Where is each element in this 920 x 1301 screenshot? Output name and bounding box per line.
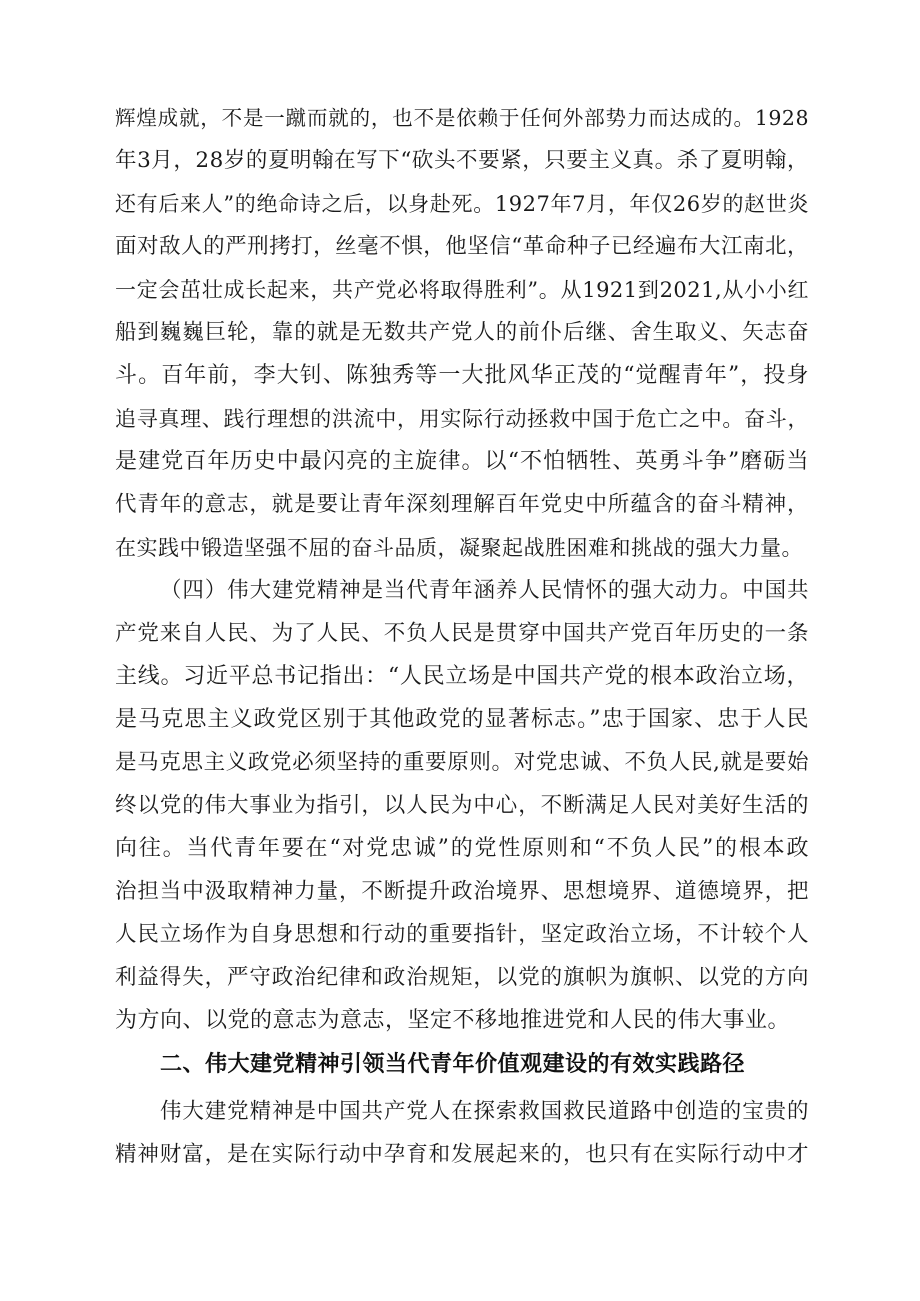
text-line: 精神财富，是在实际行动中孕育和发展起来的，也只有在实际行动中才 xyxy=(115,1142,809,1167)
text-line: 追寻真理、践行理想的洪流中，用实际行动拯救中国于危亡之中。奋斗， xyxy=(115,407,809,431)
text-line: （四）伟大建党精神是当代青年涵养人民情怀的强大动力。中国共 xyxy=(160,578,809,603)
text-line: 代青年的意志，就是要让青年深刻理解百年党史中所蕴含的奋斗精神， xyxy=(115,492,809,517)
text-line: 伟大建党精神是中国共产党人在探索救国救民道路中创造的宝贵的 xyxy=(160,1099,809,1124)
text-line: 向往。当代青年要在“对党忠诚”的党性原则和“不负人民”的根本政 xyxy=(115,836,809,861)
text-line: 年3月，28岁的夏明翰在写下“砍头不要紧，只要主义真。杀了夏明翰， xyxy=(115,148,809,173)
text-line: 还有后来人”的绝命诗之后，以身赴死。1927年7月，年仅26岁的赵世炎 xyxy=(115,192,809,216)
text-line: 一定会茁壮成长起来，共产党必将取得胜利”。从1921到2021,从小小红 xyxy=(115,278,809,302)
text-line: 是马克思主义政党区别于其他政党的显著标志。”忠于国家、忠于人民 xyxy=(115,707,809,732)
text-line: 利益得失，严守政治纪律和政治规矩，以党的旗帜为旗帜、以党的方向 xyxy=(115,965,809,990)
text-line: 斗。百年前，李大钊、陈独秀等一大批风华正茂的“觉醒青年”，投身 xyxy=(115,363,809,388)
text-line: 产党来自人民、为了人民、不负人民是贯穿中国共产党百年历史的一条 xyxy=(115,621,809,646)
text-line: 主线。习近平总书记指出：“人民立场是中国共产党的根本政治立场， xyxy=(115,664,809,689)
text-line: 辉煌成就，不是一蹴而就的，也不是依赖于任何外部势力而达成的。1928 xyxy=(115,106,809,130)
section-heading: 二、伟大建党精神引领当代青年价值观建设的有效实践路径 xyxy=(160,1052,746,1077)
text-line: 治担当中汲取精神力量，不断提升政治境界、思想境界、道德境界，把 xyxy=(115,879,809,904)
text-line: 人民立场作为自身思想和行动的重要指针，坚定政治立场，不计较个人 xyxy=(115,922,809,947)
text-line: 为方向、以党的意志为意志，坚定不移地推进党和人民的伟大事业。 xyxy=(115,1008,791,1033)
text-line: 是建党百年历史中最闪亮的主旋律。以“不怕牺牲、英勇斗争”磨砺当 xyxy=(115,449,809,474)
text-line: 面对敌人的严刑拷打，丝毫不惧，他坚信“革命种子已经遍布大江南北， xyxy=(115,234,809,259)
text-line: 在实践中锻造坚强不屈的奋斗品质，凝聚起战胜困难和挑战的强大力量。 xyxy=(115,536,803,560)
text-line: 船到巍巍巨轮，靠的就是无数共产党人的前仆后继、舍生取义、矢志奋 xyxy=(115,320,809,345)
text-line: 终以党的伟大事业为指引，以人民为中心，不断满足人民对美好生活的 xyxy=(115,793,809,818)
text-line: 是马克思主义政党必须坚持的重要原则。对党忠诚、不负人民,就是要始 xyxy=(115,750,809,775)
